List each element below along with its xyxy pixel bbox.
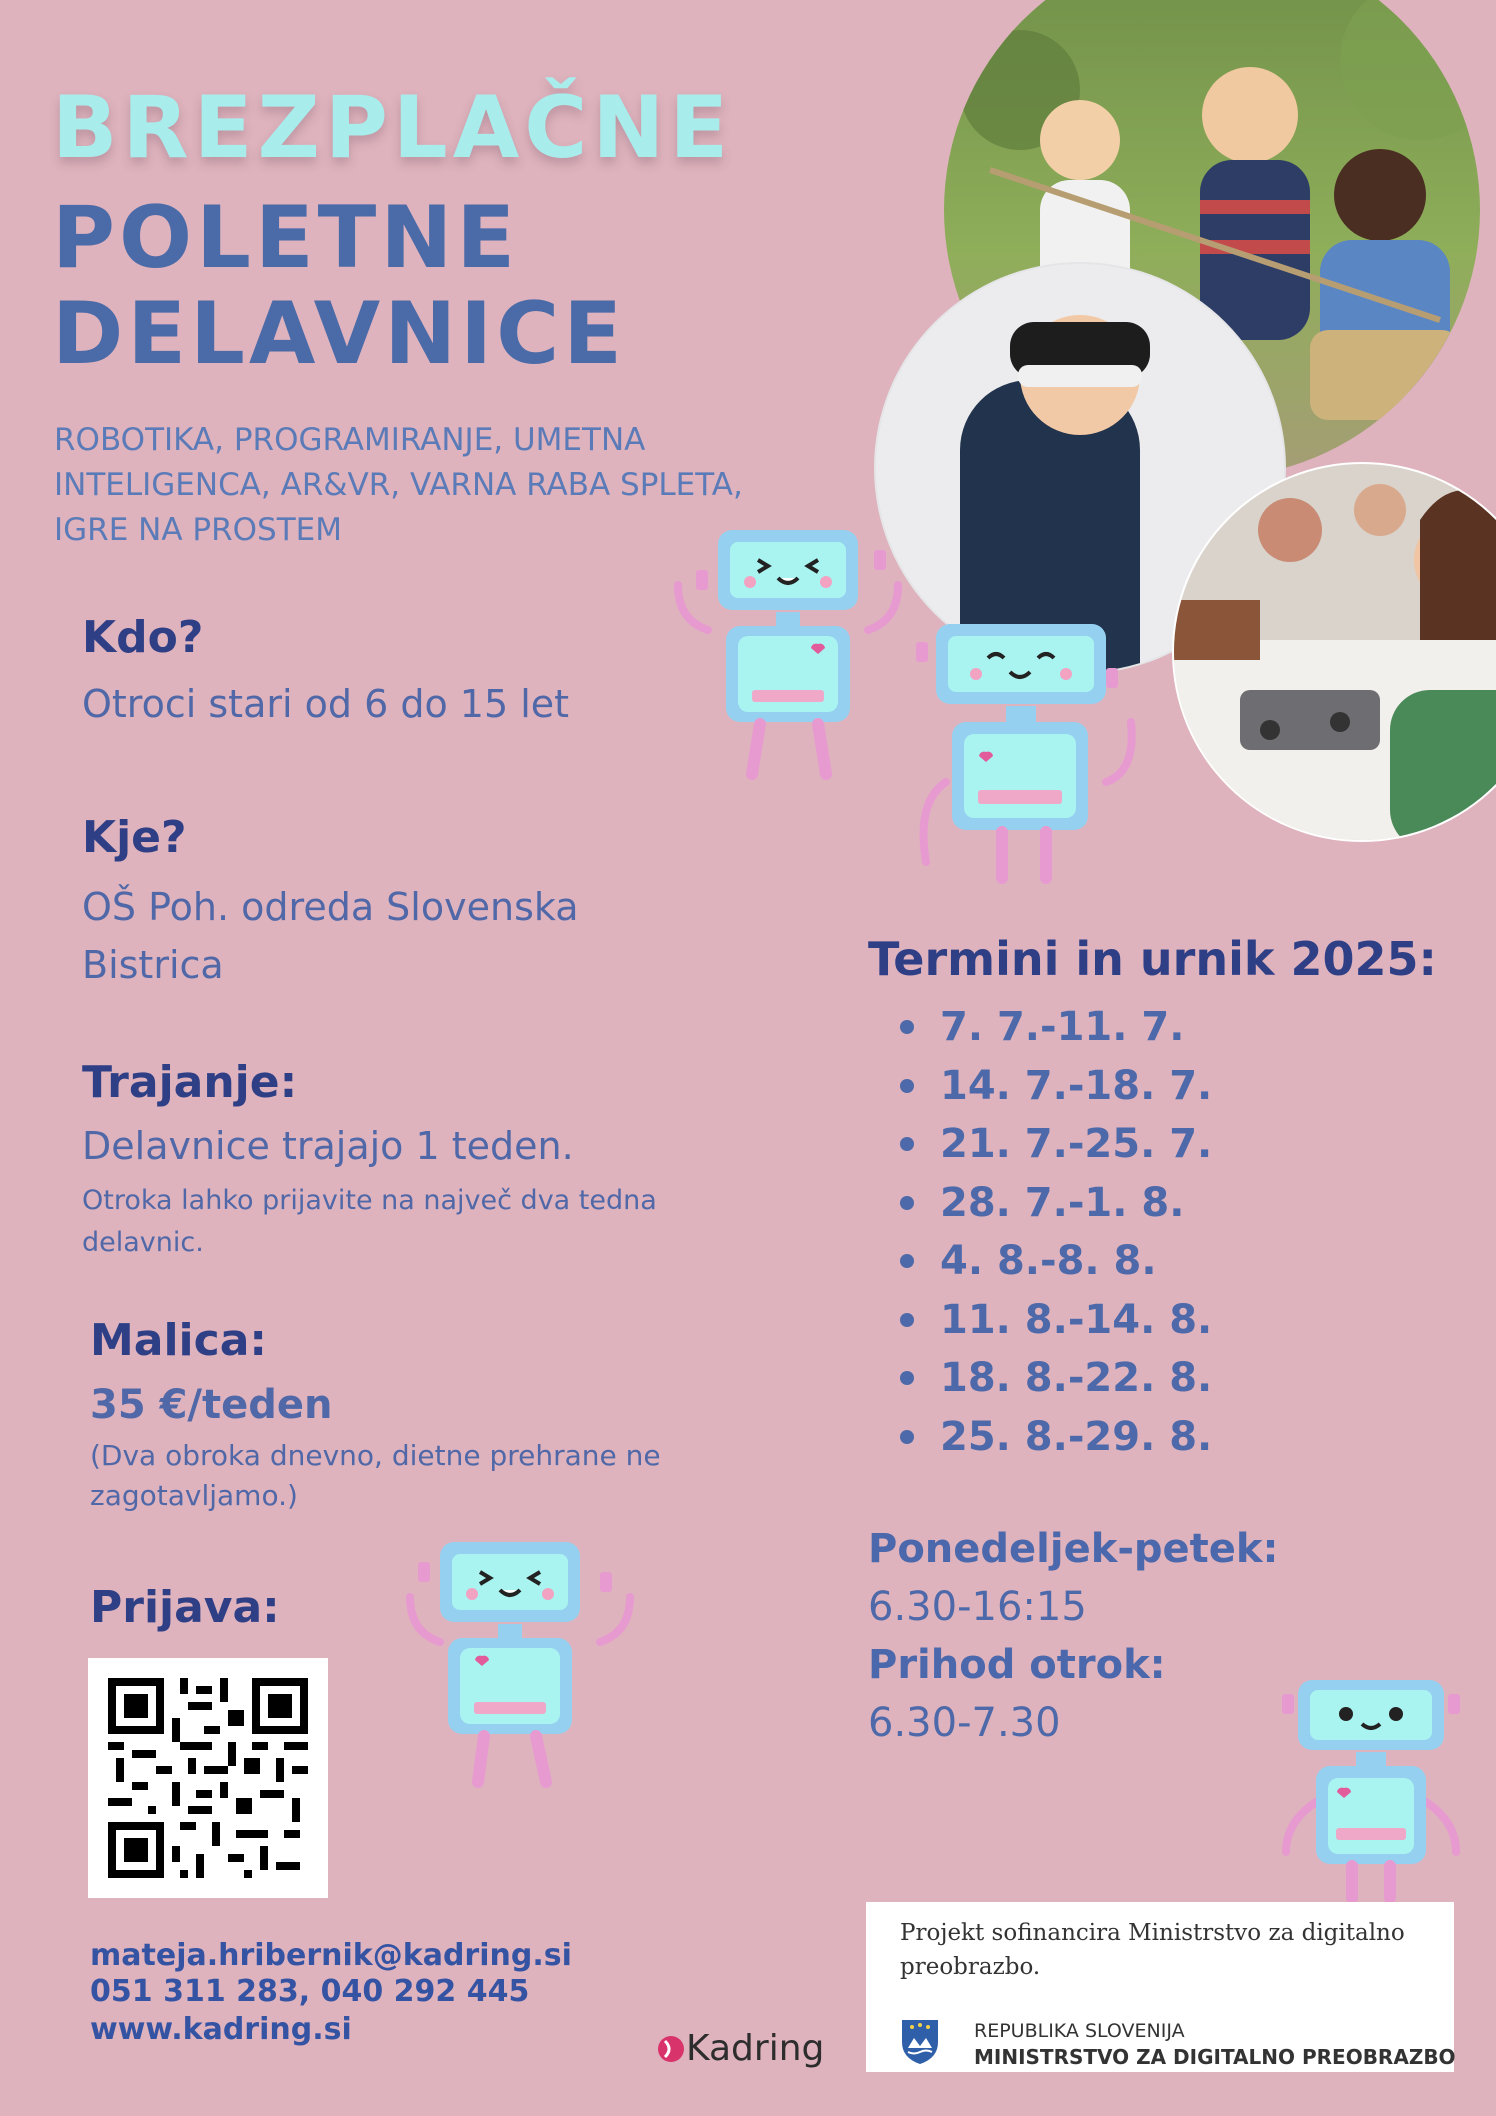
weekdays-label: Ponedeljek-petek: (868, 1526, 1279, 1572)
signup-heading: Prijava: (90, 1582, 280, 1633)
arrival-label: Prihod otrok: (868, 1642, 1166, 1688)
schedule-date-item (870, 1057, 1212, 1116)
kadring-logo-icon (656, 2034, 686, 2064)
schedule-date: 11. 8.-14. 8. (940, 1296, 1213, 1343)
bullet-icon (900, 1430, 914, 1444)
title-line-2: POLETNE (52, 188, 520, 288)
robot-icon (1276, 1672, 1466, 1902)
bullet-icon (900, 1137, 914, 1151)
schedule-date: 7. 7.-11. 7. (940, 1004, 1185, 1050)
schedule-date: 18. 8.-22. 8. (940, 1355, 1213, 1401)
title-line-1: BREZPLAČNE (52, 78, 734, 178)
bullet-icon (900, 1371, 914, 1385)
where-text: OŠ Poh. odreda Slovenska Bistrica (82, 885, 579, 987)
snack-heading: Malica: (90, 1315, 268, 1366)
robot-icon (400, 1532, 640, 1792)
schedule-date: 4. 8.-8. 8. (940, 1238, 1157, 1284)
slovenia-crest-icon (900, 2018, 940, 2066)
topics-subtitle: ROBOTIKA, PROGRAMIRANJE, UMETNA INTELIGENCA, AR&VR, VARNA RABA SPLETA, IGRE NA PROSTEM (54, 422, 743, 548)
bullet-icon (900, 1254, 914, 1268)
kadring-logo (656, 2028, 824, 2069)
robot-icon (906, 612, 1146, 892)
weekdays-hours: 6.30-16:15 (868, 1584, 1087, 1630)
schedule-date-item (870, 1291, 1212, 1350)
qr-code-icon (108, 1678, 308, 1878)
sponsor-country: REPUBLIKA SLOVENIJA (974, 2020, 1185, 2042)
schedule-date: 25. 8.-29. 8. (940, 1413, 1213, 1460)
sponsor-text: Projekt sofinancira Ministrstvo za digitalno preobrazbo. (900, 1920, 1405, 1980)
schedule-date-item (870, 1232, 1212, 1291)
duration-note: Otroka lahko prijavite na največ dva tedna delavnic. (82, 1185, 657, 1258)
sponsor-box (866, 1902, 1454, 2072)
arrival-hours: 6.30-7.30 (868, 1700, 1061, 1746)
schedule-date-list (870, 998, 1212, 1466)
snack-price: 35 €/teden (90, 1382, 333, 1428)
signup-qr-code[interactable] (88, 1658, 328, 1898)
who-heading: Kdo? (82, 612, 204, 663)
kadring-logo-text: Kadring (686, 2028, 825, 2069)
schedule-date: 28. 7.-1. 8. (940, 1179, 1185, 1226)
duration-heading: Trajanje: (82, 1057, 298, 1108)
title-line-3: DELAVNICE (52, 284, 627, 384)
duration-text: Delavnice trajajo 1 teden. (82, 1124, 574, 1168)
schedule-date-item (870, 1174, 1212, 1233)
sponsor-ministry: MINISTRSTVO ZA DIGITALNO PREOBRAZBO (974, 2045, 1456, 2069)
who-text: Otroci stari od 6 do 15 let (82, 682, 570, 726)
contact-email[interactable]: mateja.hribernik@kadring.si (90, 1938, 572, 1973)
where-heading: Kje? (82, 812, 187, 863)
bullet-icon (900, 1313, 914, 1327)
schedule-date-item (870, 1408, 1212, 1467)
schedule-date: 21. 7.-25. 7. (940, 1121, 1213, 1167)
schedule-heading: Termini in urnik 2025: (868, 932, 1437, 986)
contact-phones: 051 311 283, 040 292 445 (90, 1974, 530, 2009)
schedule-date: 14. 7.-18. 7. (940, 1062, 1213, 1109)
schedule-date-item (870, 998, 1212, 1057)
bullet-icon (900, 1079, 914, 1093)
robot-icon (668, 520, 908, 780)
bullet-icon (900, 1196, 914, 1210)
snack-note: (Dva obroka dnevno, dietne prehrane ne zagotavljamo.) (90, 1439, 661, 1512)
bullet-icon (900, 1020, 914, 1034)
schedule-date-item (870, 1115, 1212, 1174)
contact-website[interactable]: www.kadring.si (90, 2012, 352, 2047)
schedule-date-item (870, 1349, 1212, 1408)
